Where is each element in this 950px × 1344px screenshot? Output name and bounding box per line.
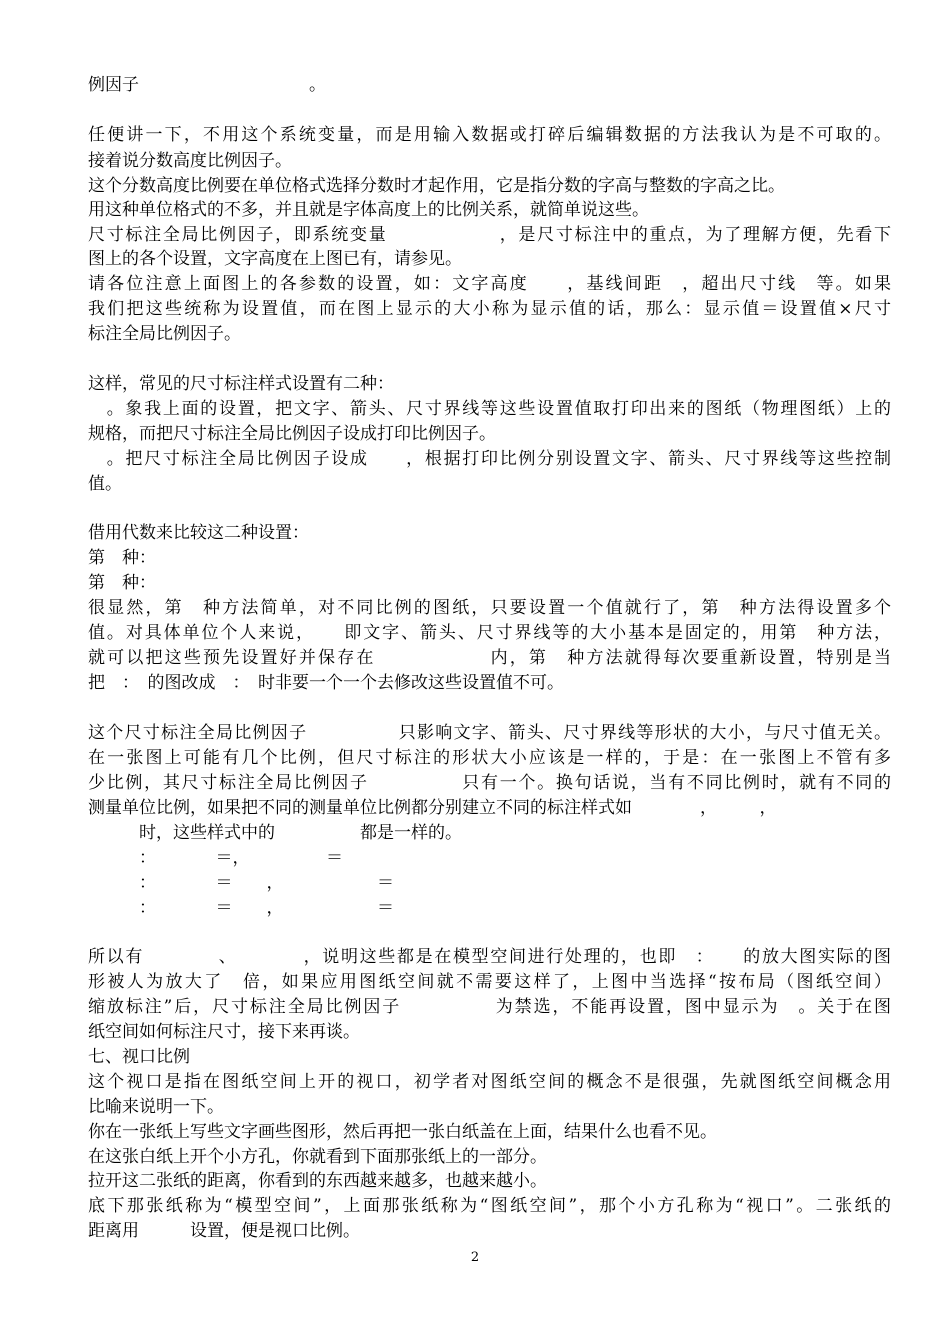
text-line: 这个视口是指在图纸空间上开的视口，初学者对图纸空间的概念不是很强，先就图纸空间概念用 — [88, 1072, 891, 1092]
text-line: 借用代数来比较这二种设置： — [88, 523, 309, 543]
text-line: 图上的各个设置，文字高度在上图已有，请参见。 — [88, 249, 462, 269]
text-line: 距离用 设置，便是视口比例。 — [88, 1221, 360, 1241]
text-line: 例因子 。 — [88, 75, 326, 95]
text-line: 就可以把这些预先设置好并保存在 内，第 种方法就得每次要重新设置，特别是当 — [88, 648, 891, 668]
section-heading: 七、视口比例 — [88, 1047, 190, 1067]
text-line: 很显然，第 种方法简单，对不同比例的图纸，只要设置一个值就行了，第 种方法得设置多个 — [88, 598, 891, 618]
text-line: 形被人为放大了 倍，如果应用图纸空间就不需要这样了，上图中当选择“按布局（图纸空间） — [88, 972, 891, 992]
text-line: 值。对具体单位个人来说， 即文字、箭头、尺寸界线等的大小基本是固定的，用第 种方法， — [88, 623, 891, 643]
text-line: ： ＝， ＝ — [88, 848, 343, 868]
text-line: 标注全局比例因子。 — [88, 324, 241, 344]
text-line: 用这种单位格式的不多，并且就是字体高度上的比例关系，就简单说这些。 — [88, 200, 649, 220]
text-line: 少比例，其尺寸标注全局比例因子 只有一个。换句话说，当有不同比例时，就有不同的 — [88, 773, 891, 793]
text-line: 请各位注意上面图上的各参数的设置，如：文字高度 ，基线间距 ，超出尺寸线 等。如果 — [88, 274, 891, 294]
text-line: 值。 — [88, 474, 122, 494]
text-line: 。象我上面的设置，把文字、箭头、尺寸界线等这些设置值取打印出来的图纸（物理图纸）上的 — [88, 399, 891, 419]
text-line: 把 ： 的图改成 ： 时非要一个一个去修改这些设置值不可。 — [88, 673, 564, 693]
text-line: 所以有 、 ，说明这些都是在模型空间进行处理的，也即 ： 的放大图实际的图 — [88, 947, 891, 967]
text-line: 在一张图上可能有几个比例，但尺寸标注的形状大小应该是一样的，于是：在一张图上不管有多 — [88, 748, 891, 768]
text-line: ： ＝ ， ＝ — [88, 873, 394, 893]
text-line: 第 种： — [88, 573, 156, 593]
text-line: 拉开这二张纸的距离，你看到的东西越来越多，也越来越小。 — [88, 1171, 547, 1191]
text-line: 这个尺寸标注全局比例因子 只影响文字、箭头、尺寸界线等形状的大小，与尺寸值无关。 — [88, 723, 891, 743]
text-line: 第 种： — [88, 548, 156, 568]
text-line: 。把尺寸标注全局比例因子设成 ，根据打印比例分别设置文字、箭头、尺寸界线等这些控制 — [88, 449, 891, 469]
text-line: 纸空间如何标注尺寸，接下来再谈。 — [88, 1022, 360, 1042]
text-line: ： ＝ ， ＝ — [88, 898, 394, 918]
text-line: 接着说分数高度比例因子。 — [88, 151, 292, 171]
page-number: 2 — [470, 1250, 480, 1265]
text-line: 测量单位比例，如果把不同的测量单位比例都分别建立不同的标注样式如 ， ， — [88, 798, 777, 818]
text-line: 底下那张纸称为“模型空间”，上面那张纸称为“图纸空间”，那个小方孔称为“视口”。二张纸的 — [88, 1196, 891, 1216]
text-line: 规格，而把尺寸标注全局比例因子设成打印比例因子。 — [88, 424, 496, 444]
text-line: 你在一张纸上写些文字画些图形，然后再把一张白纸盖在上面，结果什么也看不见。 — [88, 1122, 717, 1142]
text-line: 这个分数高度比例要在单位格式选择分数时才起作用，它是指分数的字高与整数的字高之比。 — [88, 176, 785, 196]
text-line: 在这张白纸上开个小方孔，你就看到下面那张纸上的一部分。 — [88, 1147, 547, 1167]
text-line: 时，这些样式中的 都是一样的。 — [88, 823, 462, 843]
text-line: 任便讲一下，不用这个系统变量，而是用输入数据或打碎后编辑数据的方法我认为是不可取的。 — [88, 125, 891, 145]
text-line: 我们把这些统称为设置值，而在图上显示的大小称为显示值的话，那么：显示值＝设置值×尺寸 — [88, 299, 891, 319]
text-line: 尺寸标注全局比例因子，即系统变量 ，是尺寸标注中的重点，为了理解方便，先看下 — [88, 225, 891, 245]
text-line: 这样，常见的尺寸标注样式设置有二种： — [88, 374, 394, 394]
text-line: 缩放标注”后，尺寸标注全局比例因子 为禁选，不能再设置，图中显示为 。关于在图 — [88, 997, 891, 1017]
text-line: 比喻来说明一下。 — [88, 1097, 224, 1117]
